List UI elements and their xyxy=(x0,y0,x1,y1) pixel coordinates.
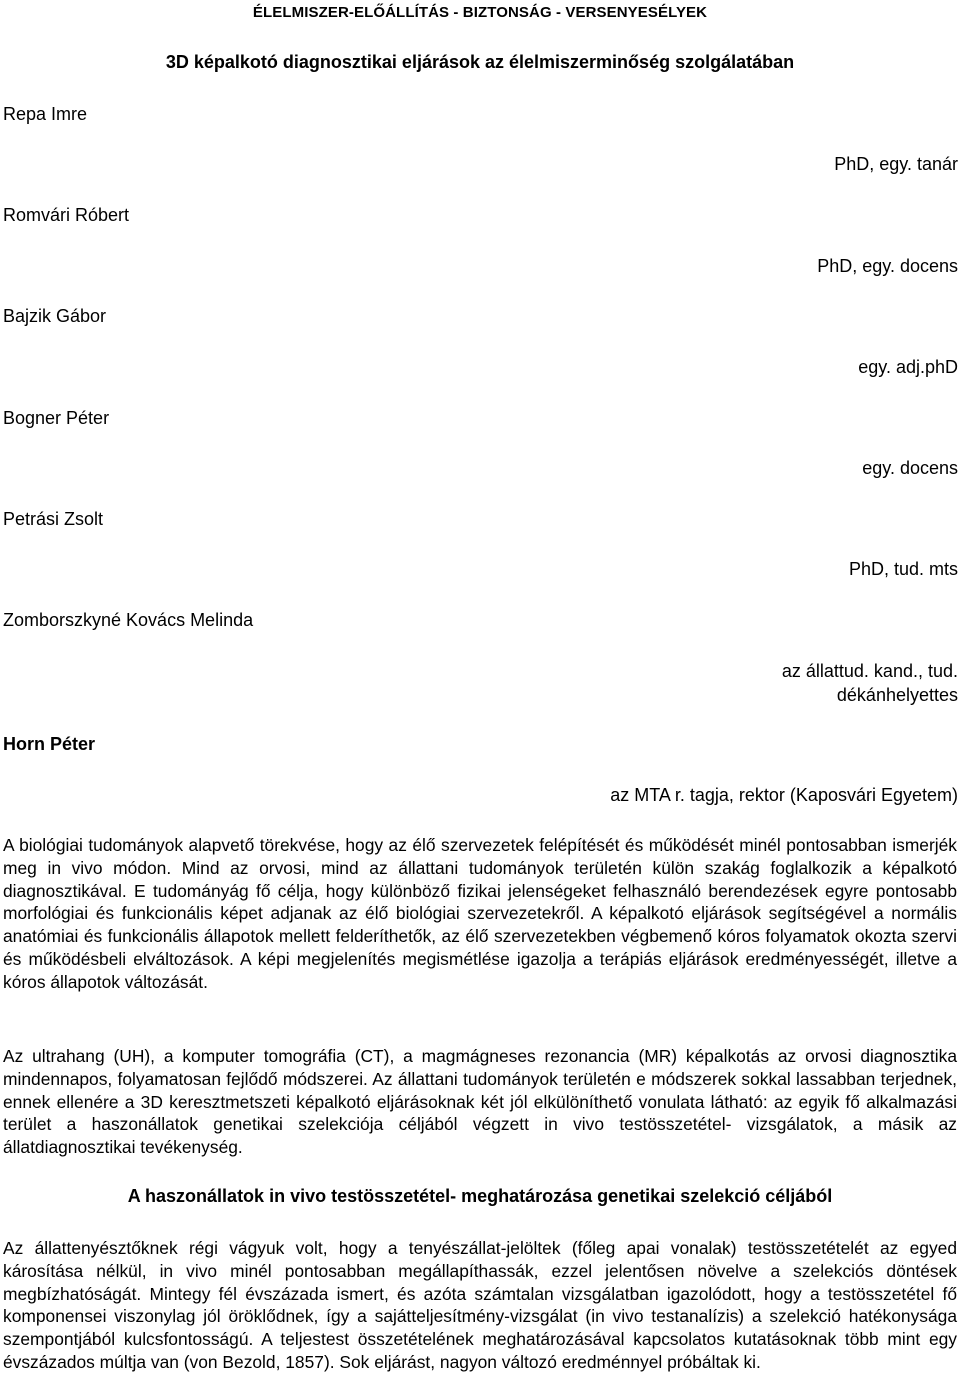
author-name: Bogner Péter xyxy=(3,408,110,428)
author-name: Bajzik Gábor xyxy=(3,306,107,326)
author-degree: az MTA r. tagja, rektor (Kaposvári Egyetem) xyxy=(610,785,958,805)
running-header: ÉLELMISZER-ELŐÁLLÍTÁS - BIZTONSÁG - VERSENYESÉLYEK xyxy=(252,4,708,21)
author-degree: PhD, egy. tanár xyxy=(834,154,958,174)
author-degree: egy. docens xyxy=(862,458,958,478)
body-paragraph: Az ultrahang (UH), a komputer tomográfia (CT), a magmágneses rezonancia (MR) képalkotás az orvosi diagnosztika mindennapos, folyamatosan fejlődő módszerei. Az állattani tudományok területén e módszerek sokkal lassabban terjednek, ennek ellenére a 3D keresztmetszeti képalkotó eljárásoknak két jól elkülöníthető vonulata látható: az egyik fő alkalmazási terület a haszonállatok genetikai szelekciója céljából végzett in vivo testösszetétel- vizsgálatok, a másik az állatdiagnosztikai tevékenység. xyxy=(3,1046,957,1158)
body-paragraph: A biológiai tudományok alapvető törekvése, hogy az élő szervezetek felépítését és működését minél pontosabban ismerjék meg in vivo módon. Mind az orvosi, mind az állattani tudományok területén külön szakág foglalkozik a képalkotó diagnosztikával. E tudományág fő célja, hogy különböző fizikai jelenségeket felhasználó berendezések egyre pontosabb morfológiai és funkcionális képet adjanak az élő biológiai szervezetekről. A képalkotó eljárások segítségével a normális anatómiai és funkcionális állapotok mellett felderíthetők, az élő szervezetekben végbemenő kóros folyamatok okozta szervi és működésbeli elváltozások. A képi megjelenítés megismétlése igazolja a terápiás eljárások eredményességét, illetve a kóros állapotok változását. xyxy=(3,835,957,992)
author-name: Zomborszkyné Kovács Melinda xyxy=(3,610,254,630)
author-name: Petrási Zsolt xyxy=(3,509,104,529)
article-title: 3D képalkotó diagnosztikai eljárások az élelmiszerminőség szolgálatában xyxy=(165,52,795,72)
author-degree-line: az állattud. kand., tud. xyxy=(781,661,958,681)
author-degree xyxy=(782,659,958,707)
author-name: Horn Péter xyxy=(3,734,96,754)
author-degree: PhD, egy. docens xyxy=(817,256,958,276)
section-heading: A haszonállatok in vivo testösszetétel- meghatározása genetikai szelekció céljából xyxy=(127,1186,833,1206)
body-paragraph: Az állattenyésztőknek régi vágyuk volt, hogy a tenyészállat-jelöltek (főleg apai vonalak) testösszetételét az egyed károsítása nélkül, in vivo minél pontosabban megállapíthassák, ezzel jelentősen növelve a szelekciós döntések megbízhatóságát. Mintegy fél évszázada ismert, és azóta számtalan vizsgálatban igazolódott, hogy a testösszetétel fő komponensei viszonylag jól öröklődnek, így a sajátteljesítmény-vizsgálat (in vivo testanalízis) a szelekció hatékonysága szempontjából kulcsfontosságú. A teljestest összetételének meghatározásával kapcsolatos kutatásoknak több mint egy évszázados múltja van (von Bezold, 1857). Sok eljárást, nagyon változó eredménnyel próbáltak ki. xyxy=(3,1238,957,1372)
author-degree: PhD, tud. mts xyxy=(848,559,958,579)
author-degree: egy. adj.phD xyxy=(858,357,958,377)
author-name: Romvári Róbert xyxy=(3,205,130,225)
author-name: Repa Imre xyxy=(3,104,88,124)
author-degree-line: dékánhelyettes xyxy=(836,685,958,705)
